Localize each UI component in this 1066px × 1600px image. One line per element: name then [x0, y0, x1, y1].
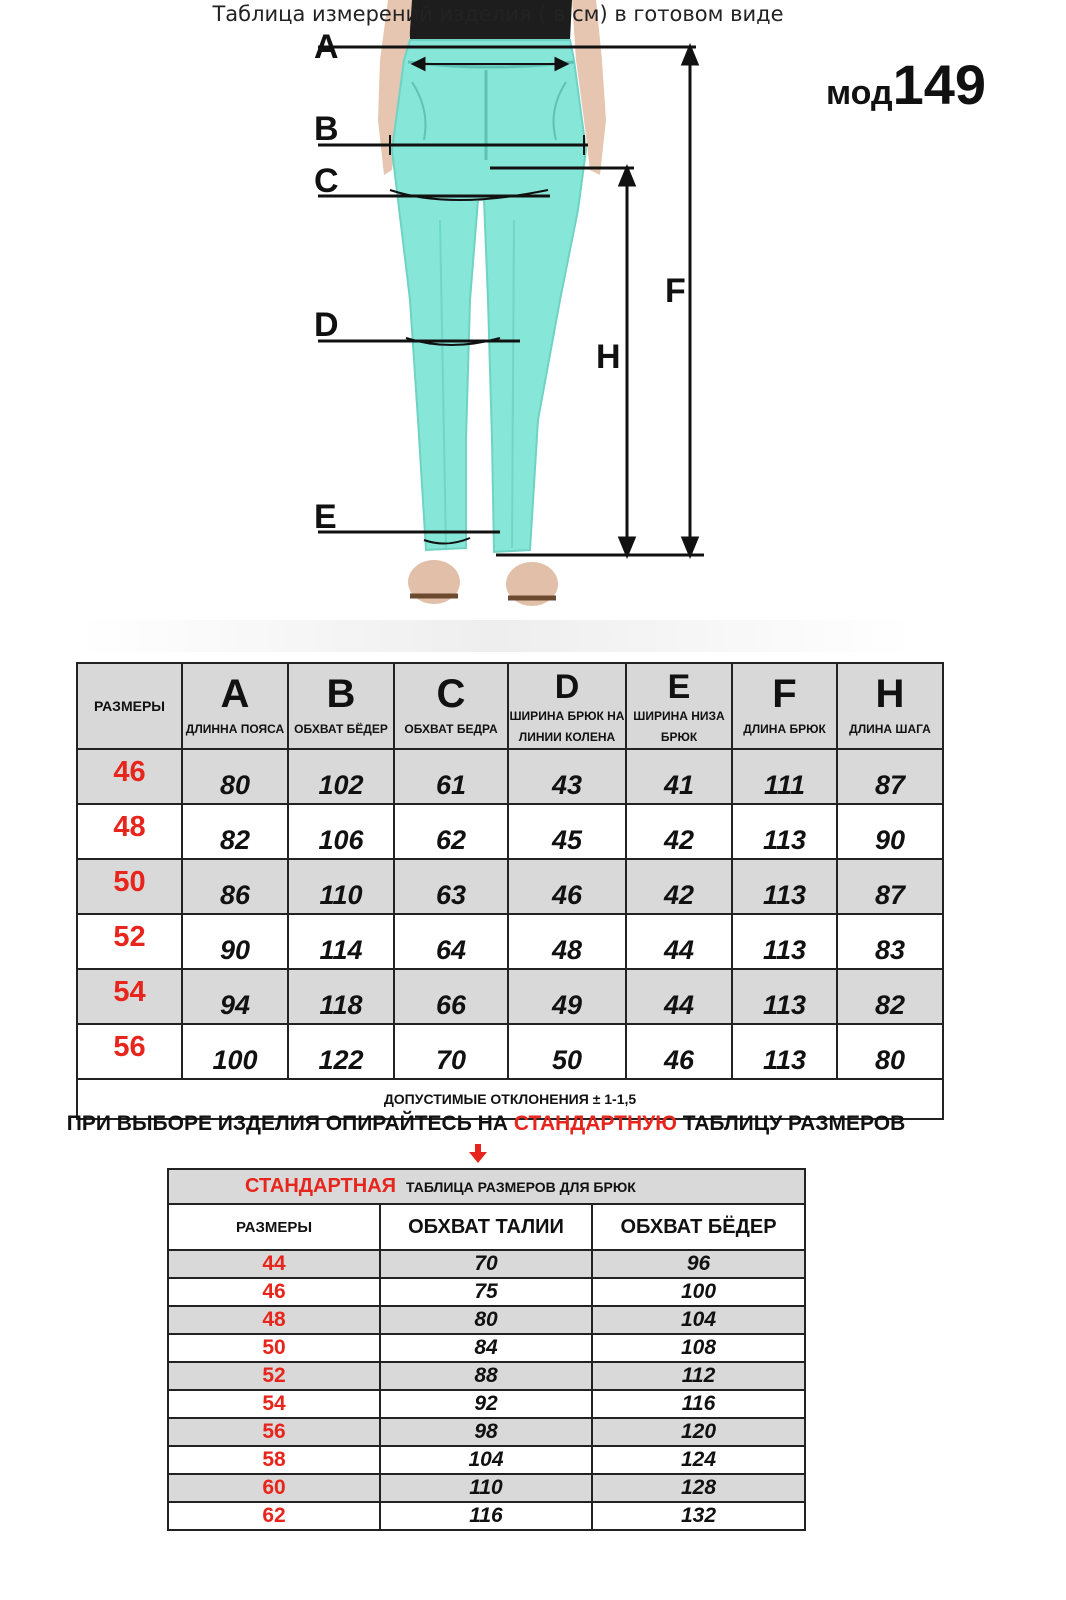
value-cell: 48 [508, 914, 626, 969]
waist-cell: 98 [380, 1418, 592, 1446]
column-letter: F [772, 672, 797, 716]
tolerance-note: ДОПУСТИМЫЕ ОТКЛОНЕНИЯ ± 1-1,5 [77, 1079, 943, 1119]
size-cell: 54 [77, 969, 182, 1024]
value-cell: 113 [732, 859, 837, 914]
waist-cell: 110 [380, 1474, 592, 1502]
value-cell: 122 [288, 1024, 394, 1079]
value-cell: 113 [732, 969, 837, 1024]
value-cell: 90 [837, 804, 943, 859]
value-cell: 44 [626, 969, 732, 1024]
value-cell: 82 [182, 804, 288, 859]
value-cell: 62 [394, 804, 508, 859]
table-row [168, 1474, 805, 1502]
value-cell: 80 [182, 749, 288, 804]
value-cell: 83 [837, 914, 943, 969]
column-letter: B [326, 672, 356, 716]
standard-table-title-row [168, 1169, 805, 1204]
model-prefix: мод [825, 74, 893, 112]
column-desc: ШИРИНА БРЮК НА ЛИНИИ КОЛЕНА [509, 709, 625, 744]
hips-cell: 124 [592, 1446, 805, 1474]
column-desc: ОБХВАТ БЁДЕР [294, 722, 388, 736]
table-row [168, 1446, 805, 1474]
table-row [77, 914, 943, 969]
table-row [168, 1390, 805, 1418]
hips-cell: 104 [592, 1306, 805, 1334]
column-desc: ДЛИННА ПОЯСА [185, 722, 285, 736]
measurement-header-row [77, 663, 943, 749]
value-cell: 102 [288, 749, 394, 804]
value-cell: 86 [182, 859, 288, 914]
dim-letter-c: C [314, 162, 339, 200]
standard-title-text: ТАБЛИЦА РАЗМЕРОВ ДЛЯ БРЮК [406, 1179, 636, 1195]
column-desc: ОБХВАТ БЕДРА [404, 722, 498, 736]
column-header-e [626, 663, 732, 749]
value-cell: 118 [288, 969, 394, 1024]
dim-letter-b: B [314, 110, 339, 148]
waist-cell: 84 [380, 1334, 592, 1362]
table-row [168, 1418, 805, 1446]
value-cell: 111 [732, 749, 837, 804]
dim-letter-a: A [314, 28, 339, 66]
waist-cell: 104 [380, 1446, 592, 1474]
table-row [77, 969, 943, 1024]
model-number: 149 [892, 53, 986, 116]
waist-cell: 92 [380, 1390, 592, 1418]
size-cell: 60 [168, 1474, 380, 1502]
value-cell: 113 [732, 1024, 837, 1079]
measurement-table [76, 662, 944, 1120]
table-caption: Таблица измерений изделия ( в см) в готовом виде [212, 2, 784, 26]
column-letter: E [667, 668, 691, 706]
column-header-h [837, 663, 943, 749]
value-cell: 66 [394, 969, 508, 1024]
hips-cell: 116 [592, 1390, 805, 1418]
column-desc: ДЛИНА ШАГА [849, 722, 931, 736]
value-cell: 45 [508, 804, 626, 859]
sizes-header: РАЗМЕРЫ [77, 663, 182, 749]
standard-table-title [168, 1169, 805, 1204]
standard-header-sizes: РАЗМЕРЫ [168, 1204, 380, 1250]
hips-cell: 96 [592, 1250, 805, 1278]
size-cell: 50 [77, 859, 182, 914]
size-cell: 58 [168, 1446, 380, 1474]
dim-letter-e: E [314, 498, 337, 536]
waist-cell: 80 [380, 1306, 592, 1334]
value-cell: 50 [508, 1024, 626, 1079]
value-cell: 42 [626, 804, 732, 859]
waist-cell: 70 [380, 1250, 592, 1278]
size-cell: 46 [168, 1278, 380, 1306]
table-row [77, 859, 943, 914]
standard-header-row [168, 1204, 805, 1250]
value-cell: 49 [508, 969, 626, 1024]
standard-size-table [167, 1168, 806, 1531]
hips-cell: 132 [592, 1502, 805, 1530]
size-cell: 48 [77, 804, 182, 859]
size-cell: 44 [168, 1250, 380, 1278]
value-cell: 90 [182, 914, 288, 969]
column-desc: ДЛИНА БРЮК [743, 722, 826, 736]
size-cell: 62 [168, 1502, 380, 1530]
value-cell: 63 [394, 859, 508, 914]
column-letter: A [220, 672, 250, 716]
value-cell: 113 [732, 914, 837, 969]
value-cell: 61 [394, 749, 508, 804]
table-row [77, 804, 943, 859]
column-header-d [508, 663, 626, 749]
table-row [168, 1250, 805, 1278]
hips-cell: 108 [592, 1334, 805, 1362]
column-header-f [732, 663, 837, 749]
model-label [826, 52, 986, 117]
value-cell: 106 [288, 804, 394, 859]
arrow-down-icon [469, 1144, 487, 1164]
dim-letter-h: H [596, 338, 621, 376]
value-cell: 42 [626, 859, 732, 914]
column-header-b [288, 663, 394, 749]
pants-shape [392, 40, 586, 552]
column-desc: ШИРИНА НИЗА БРЮК [633, 709, 725, 744]
size-cell: 56 [168, 1418, 380, 1446]
table-row [168, 1278, 805, 1306]
table-row [168, 1362, 805, 1390]
value-cell: 94 [182, 969, 288, 1024]
value-cell: 80 [837, 1024, 943, 1079]
value-cell: 100 [182, 1024, 288, 1079]
standard-title-highlight: СТАНДАРТНАЯ [245, 1175, 397, 1197]
value-cell: 70 [394, 1024, 508, 1079]
hips-cell: 120 [592, 1418, 805, 1446]
hips-cell: 100 [592, 1278, 805, 1306]
value-cell: 46 [508, 859, 626, 914]
table-row [77, 749, 943, 804]
size-advice [0, 1112, 972, 1136]
standard-header-waist: ОБХВАТ ТАЛИИ [380, 1204, 592, 1250]
size-cell: 54 [168, 1390, 380, 1418]
size-cell: 52 [168, 1362, 380, 1390]
advice-highlight: СТАНДАРТНУЮ [513, 1112, 677, 1135]
size-cell: 52 [77, 914, 182, 969]
value-cell: 87 [837, 749, 943, 804]
column-header-c [394, 663, 508, 749]
dim-letter-d: D [314, 306, 339, 344]
table-row [168, 1306, 805, 1334]
table-row [168, 1334, 805, 1362]
advice-text-2: ТАБЛИЦУ РАЗМЕРОВ [676, 1112, 906, 1135]
value-cell: 110 [288, 859, 394, 914]
value-cell: 43 [508, 749, 626, 804]
value-cell: 114 [288, 914, 394, 969]
column-letter: C [436, 672, 466, 716]
column-letter: H [875, 672, 905, 716]
value-cell: 44 [626, 914, 732, 969]
measurement-diagram [0, 0, 1066, 620]
value-cell: 46 [626, 1024, 732, 1079]
size-cell: 56 [77, 1024, 182, 1079]
table-row [77, 1024, 943, 1079]
hips-cell: 112 [592, 1362, 805, 1390]
hips-cell: 128 [592, 1474, 805, 1502]
caption-band [80, 620, 912, 652]
value-cell: 82 [837, 969, 943, 1024]
waist-cell: 116 [380, 1502, 592, 1530]
column-letter: D [554, 668, 580, 706]
standard-header-hips: ОБХВАТ БЁДЕР [592, 1204, 805, 1250]
value-cell: 113 [732, 804, 837, 859]
table-row [168, 1502, 805, 1530]
advice-text-1: ПРИ ВЫБОРЕ ИЗДЕЛИЯ ОПИРАЙТЕСЬ НА [66, 1112, 514, 1135]
waist-cell: 88 [380, 1362, 592, 1390]
value-cell: 41 [626, 749, 732, 804]
value-cell: 87 [837, 859, 943, 914]
size-cell: 48 [168, 1306, 380, 1334]
waist-cell: 75 [380, 1278, 592, 1306]
dim-letter-f: F [665, 272, 686, 310]
column-header-a [182, 663, 288, 749]
value-cell: 64 [394, 914, 508, 969]
size-cell: 50 [168, 1334, 380, 1362]
size-cell: 46 [77, 749, 182, 804]
